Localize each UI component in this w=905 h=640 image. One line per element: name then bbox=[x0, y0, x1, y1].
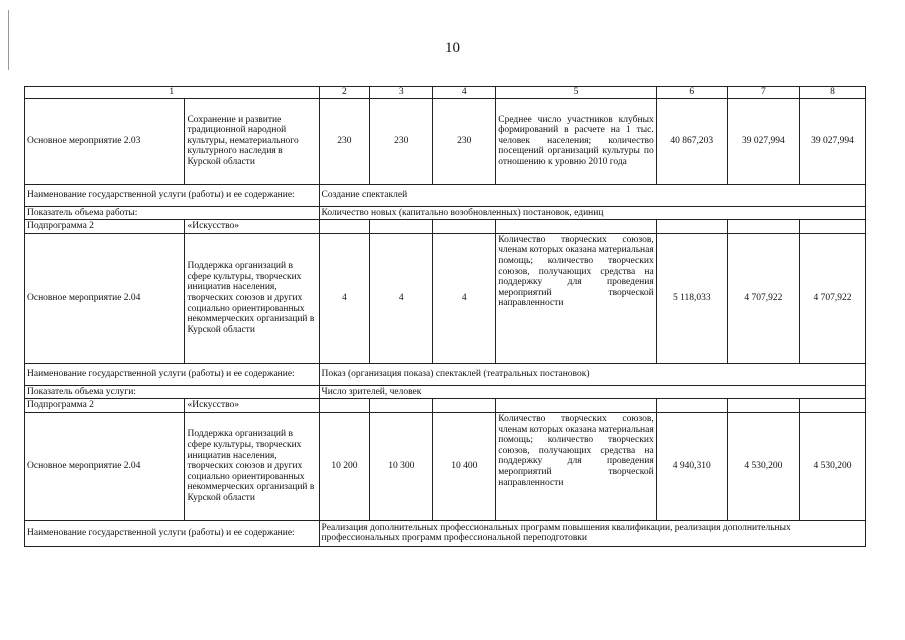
empty-cell bbox=[370, 399, 433, 413]
volume-label: Показатель объема работы: bbox=[25, 206, 320, 220]
indicator-cell: Количество творческих союзов, членам которых оказана материальная помощь; количество творческих союзов, получающих средства на поддержку для проведения мероприятий творческой направленности bbox=[496, 412, 656, 520]
value-cell: 4 bbox=[370, 233, 433, 363]
empty-cell bbox=[370, 220, 433, 234]
service-value: Создание спектаклей bbox=[319, 184, 865, 206]
empty-cell bbox=[799, 399, 865, 413]
value-cell: 4 707,922 bbox=[727, 233, 799, 363]
table-row bbox=[25, 520, 866, 546]
empty-cell bbox=[319, 220, 370, 234]
column-header: 7 bbox=[727, 87, 799, 99]
column-number-row bbox=[25, 87, 866, 99]
subprogram-value: «Искусство» bbox=[185, 399, 319, 413]
table-row bbox=[25, 399, 866, 413]
value-cell: 230 bbox=[370, 98, 433, 184]
table-row bbox=[25, 220, 866, 234]
measure-description: Сохранение и развитие традиционной народной культуры, нематериального культурного наследия в Курской области bbox=[185, 98, 319, 184]
value-cell: 4 707,922 bbox=[799, 233, 865, 363]
empty-cell bbox=[727, 399, 799, 413]
empty-cell bbox=[496, 399, 656, 413]
measure-description: Поддержка организаций в сфере культуры, творческих инициатив населения, творческих союзов и других социально ориентированных некоммерческих организаций в Курской области bbox=[185, 233, 319, 363]
empty-cell bbox=[433, 220, 496, 234]
value-cell: 10 200 bbox=[319, 412, 370, 520]
empty-cell bbox=[433, 399, 496, 413]
column-header: 6 bbox=[656, 87, 727, 99]
table-row bbox=[25, 206, 866, 220]
column-header: 5 bbox=[496, 87, 656, 99]
value-cell: 4 bbox=[319, 233, 370, 363]
volume-label: Показатель объема услуги: bbox=[25, 385, 320, 399]
program-table bbox=[24, 86, 866, 547]
table-row bbox=[25, 98, 866, 184]
value-cell: 4 530,200 bbox=[799, 412, 865, 520]
value-cell: 4 bbox=[433, 233, 496, 363]
value-cell: 230 bbox=[433, 98, 496, 184]
table-row bbox=[25, 184, 866, 206]
value-cell: 5 118,033 bbox=[656, 233, 727, 363]
empty-cell bbox=[799, 220, 865, 234]
service-label: Наименование государственной услуги (работы) и ее содержание: bbox=[25, 520, 320, 546]
column-header: 8 bbox=[799, 87, 865, 99]
measure-name: Основное мероприятие 2.04 bbox=[25, 233, 185, 363]
indicator-cell: Среднее число участников клубных формирований в расчете на 1 тыс. человек населения; количество посещений организаций культуры по отношению к уровню 2010 года bbox=[496, 98, 656, 184]
empty-cell bbox=[319, 399, 370, 413]
empty-cell bbox=[656, 220, 727, 234]
value-cell: 39 027,994 bbox=[727, 98, 799, 184]
column-header: 2 bbox=[319, 87, 370, 99]
measure-description: Поддержка организаций в сфере культуры, творческих инициатив населения, творческих союзов и других социально ориентированных некоммерческих организаций в Курской области bbox=[185, 412, 319, 520]
table-row bbox=[25, 385, 866, 399]
volume-value: Количество новых (капитально возобновленных) постановок, единиц bbox=[319, 206, 865, 220]
column-header: 3 bbox=[370, 87, 433, 99]
table-row bbox=[25, 233, 866, 363]
measure-name: Основное мероприятие 2.04 bbox=[25, 412, 185, 520]
service-label: Наименование государственной услуги (работы) и ее содержание: bbox=[25, 363, 320, 385]
value-cell: 10 400 bbox=[433, 412, 496, 520]
column-header: 1 bbox=[25, 87, 320, 99]
service-value: Реализация дополнительных профессиональных программ повышения квалификации, реализация дополнительных профессиональных программ профессиональной переподготовки bbox=[319, 520, 865, 546]
value-cell: 4 530,200 bbox=[727, 412, 799, 520]
empty-cell bbox=[727, 220, 799, 234]
column-header: 4 bbox=[433, 87, 496, 99]
subprogram-label: Подпрограмма 2 bbox=[25, 220, 185, 234]
value-cell: 4 940,310 bbox=[656, 412, 727, 520]
value-cell: 230 bbox=[319, 98, 370, 184]
service-value: Показ (организация показа) спектаклей (театральных постановок) bbox=[319, 363, 865, 385]
empty-cell bbox=[656, 399, 727, 413]
table-row bbox=[25, 363, 866, 385]
service-label: Наименование государственной услуги (работы) и ее содержание: bbox=[25, 184, 320, 206]
value-cell: 10 300 bbox=[370, 412, 433, 520]
page-number: 10 bbox=[445, 40, 460, 56]
value-cell: 40 867,203 bbox=[656, 98, 727, 184]
indicator-cell: Количество творческих союзов, членам которых оказана материальная помощь; количество творческих союзов, получающих средства на поддержку для проведения мероприятий творческой направленности bbox=[496, 233, 656, 363]
table-row bbox=[25, 412, 866, 520]
subprogram-label: Подпрограмма 2 bbox=[25, 399, 185, 413]
value-cell: 39 027,994 bbox=[799, 98, 865, 184]
volume-value: Число зрителей, человек bbox=[319, 385, 865, 399]
empty-cell bbox=[496, 220, 656, 234]
measure-name: Основное мероприятие 2.03 bbox=[25, 98, 185, 184]
subprogram-value: «Искусство» bbox=[185, 220, 319, 234]
